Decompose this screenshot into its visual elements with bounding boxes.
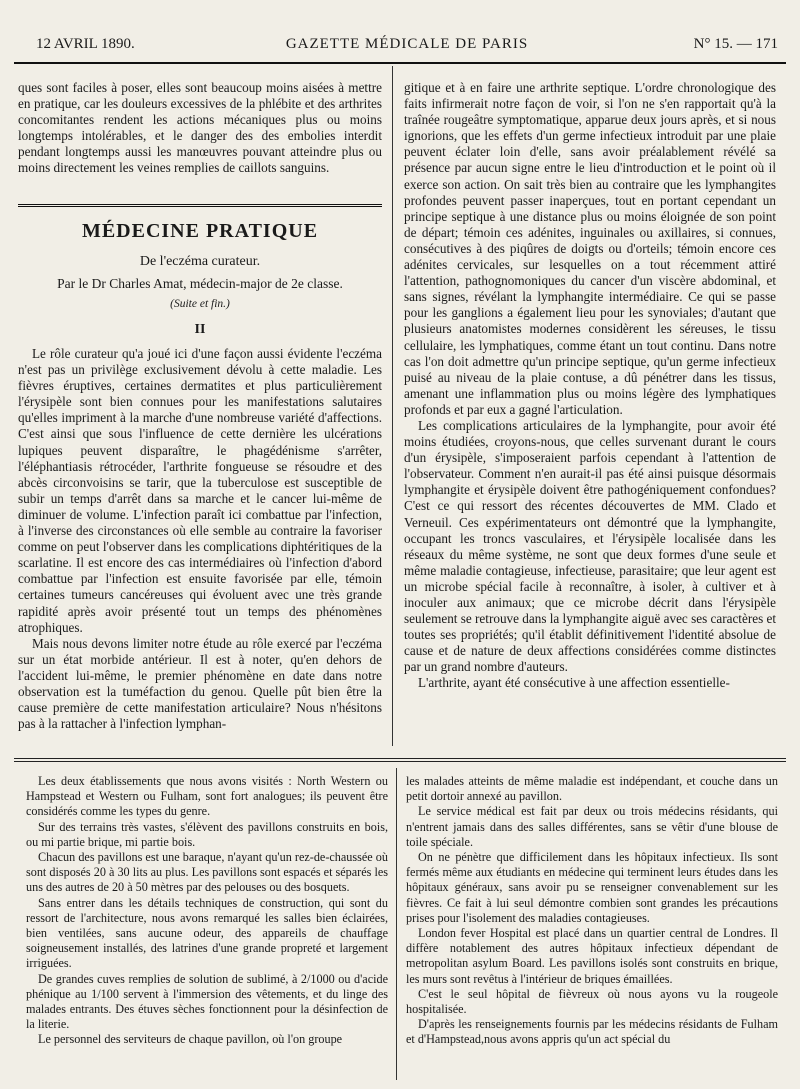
paragraph: L'arthrite, ayant été consécutive à une affection essentielle-	[418, 675, 730, 691]
paragraph: De grandes cuves remplies de solution de sublimé, à 2/1000 ou d'acide phénique au 1/100 servent à l'immersion des vêtements, et du linge des malades entrants. Des étuves sèches fonctionnent pour la désinfection de la literie.	[26, 971, 388, 1032]
paragraph: Sans entrer dans les détails techniques de construction, qui sont du ressort de l'architecture, nous avons remarqué les salles bien éclairées, bien ventilées, sans aucune odeur, des appareils de chauffage soigneusement installés, des latrines d'une grande propreté et largement irriguées.	[26, 895, 388, 971]
journal-title: GAZETTE MÉDICALE DE PARIS	[285, 36, 529, 52]
feuilleton-left-column	[26, 774, 388, 1048]
paragraph: Chacun des pavillons est une baraque, n'ayant qu'un rez-de-chaussée où sont disposés 20 à 30 lits au plus. Les pavillons sont espacés et séparés les uns des autres de 20 à 50 mètres par des pelouses ou des bosquets.	[26, 850, 388, 895]
paragraph: Mais nous devons limiter notre étude au rôle exercé par l'eczéma sur un état morbide antérieur. Il est à noter, qu'en dehors de l'accident lui-même, le premier phénomène en date dans notre observation est la tuméfaction du genou. Quelle pût bien être la cause première de cette manifestation articulaire? Nous n'hésitons pas à la rattacher à l'infection lymphan-	[18, 635, 382, 732]
column-divider	[396, 768, 397, 1080]
feuilleton-rule	[14, 758, 786, 759]
left-column-body	[18, 346, 382, 732]
paragraph: On ne pénètre que difficilement dans les hôpitaux infectieux. Ils sont fermés même aux étudiants en médecine qui terminent leurs études dans les hôpitaux généraux, sans avoir pu se renseigner convenablement sur les fièvres. Ce fait à lui seul démontre combien sont grandes les précautions prises pour l'isolement des maladies contagieuses.	[406, 850, 778, 925]
left-column-top	[18, 80, 382, 177]
paragraph: Les complications articulaires de la lymphangite, pour avoir été moins étudiées, croyons-nous, que celles survenant durant le cours d'un érysipèle, s'imposeraient parfois cependant à l'attention de l'observateur. Comment n'en aurait-il pas été ainsi puisque désormais lymphangite et érysipèle doivent être pathogéniquement confondues? C'est ce qui ressort des récentes découvertes de MM. Clado et Verneuil. Ces expérimentateurs ont démontré que la lymphangite, occupant les troncs vasculaires, et l'érysipèle localisée dans les réseaux du même système, ne sont que deux formes d'une seule et même maladie contagieuse, infectieuse, parasitaire; que leur agent est un microbe spécial facile à reconnaître, à isoler, à cultiver et à inoculer aux animaux; que ce microbe décrit dans l'érysipèle seulement se retrouve dans la lymphangite aiguë avec ses caractères et toutes ses propriétés; qu'il établit définitivement l'identité absolue de cause et de nature de deux affections considérées comme distinctes par un grand nombre d'auteurs.	[404, 417, 777, 675]
article-author: Par le Dr Charles Amat, médecin-major de 2e classe.	[57, 276, 343, 291]
paragraph: Le rôle curateur qu'a joué ici d'une façon aussi évidente l'eczéma n'est pas un privilège exclusivement dévolu à cette maladie. Les fièvres éruptives, certaines dermatites et plus particulièrement l'érysipèle sont bien connues pour les manifestations salutaires qu'elles impriment à la marche d'une nombreuse variété d'affections. C'est ainsi que sous l'influence de cette dernière les ulcérations lupiques peuvent disparaître, le phagédénisme s'arrêter, l'éléphantiasis rétrocéder, l'arthrite fongueuse se résoudre et des abcès circonvoisins se tarir, que la tuberculose est susceptible de subir un temps d'arrêt dans sa marche et le cancer lui-même de diminuer de volume. L'infection paraît ici combattue par l'infection, à l'inverse des circonstances où elle semble au contraire la favoriser comme on peut l'observer dans les complications diphtéritiques de la scarlatine. Il est encore des cas intermédiaires où l'infection d'abord combattue par l'infection est ensuite favorisée par elle, témoin certaines tumeurs cancéreuses qui évoluent avec une très grande rapidité après avoir présenté tout un temps des phénomènes atrophiques.	[18, 346, 382, 635]
paragraph: Le service médical est fait par deux ou trois médecins résidants, qui n'entrent jamais dans des salles différentes, sans se vêtir d'une blouse de toile spéciale.	[406, 804, 778, 849]
section-title: MÉDECINE PRATIQUE	[81, 220, 319, 242]
part-number: II	[194, 322, 206, 337]
column-divider	[392, 66, 393, 746]
paragraph: D'après les renseignements fournis par les médecins résidants de Fulham et d'Hampstead,nous avons appris qu'un act spécial du	[406, 1017, 778, 1047]
paragraph: Les deux établissements que nous avons visités : North Western ou Hampstead et Western ou Fulham, sont fort analogues; ils peuvent être considérés comme les types du genre.	[26, 774, 388, 819]
right-column-body	[404, 80, 776, 692]
paragraph: Le personnel des serviteurs de chaque pavillon, où l'on groupe	[38, 1032, 343, 1047]
feuilleton-right-column	[406, 774, 778, 1048]
issue-date: 12 AVRIL 1890.	[36, 36, 135, 52]
feuilleton-rule	[14, 761, 786, 762]
page-number: N° 15. — 171	[693, 36, 778, 52]
page-header	[36, 36, 778, 56]
paragraph: London fever Hospital est placé dans un quartier central de Londres. Il diffère notablement des autres hôpitaux infectieux dépendant de metropolitan asylum Board. Les pavillons isolés sont construits en brique, les murs sont revêtus à l'intérieur de briques émaillées.	[406, 926, 778, 986]
section-rule	[18, 204, 382, 207]
paragraph: gitique et à en faire une arthrite septique. L'ordre chronologique des faits infirmerait notre façon de voir, si l'on ne s'en rapportait qu'à la traînée rougeâtre symptomatique, apparue deux jours après, et si nous ignorions, que les effets d'un germe infectieux introduit par une plaie peuvent éclater loin d'elle, sans avoir préalablement révélé sa présence par aucun signe entre le lieu d'introduction et le point où il exerce son action. On sait très bien au contraire que les lymphangites profondes peuvent passer inaperçues, tout en portant cependant un principe septique à une distance plus ou moins éloignée de son point de départ; témoin ces adénites, inguinales ou axillaires, si connues, consécutives à des piqûres de doigts ou d'orteils; témoin encore ces adénites cervicales, sur lesquelles on a tout récemment attiré l'attention, pathognomoniques du cancer d'un viscère abdominal, et sans signes, révélant la lymphangite intermédiaire. Ce qui se passe pour les ganglions a également lieu pour les synoviales; d'autant que plusieurs anatomistes modernes considèrent les séreuses, le tissu cellulaire, les lymphatiques, comme étant un tout continu. Dans notre cas l'on doit admettre qu'un principe septique, qu'un germe infectieux puisé au niveau de la plaie contuse, a dû pénétrer dans les tissus, amenant une inflammation plus ou moins légère des lymphatiques profonds et par eux a gagné l'articulation.	[404, 80, 776, 417]
paragraph: les malades atteints de même maladie est indépendant, et couche dans un petit dortoir annexé au pavillon.	[406, 774, 778, 804]
header-rule	[14, 62, 786, 64]
paragraph: ques sont faciles à poser, elles sont beaucoup moins aisées à mettre en pratique, car les douleurs excessives de la phlébite et des arthrites concomitantes rendent les actions mécaniques plus ou moins longtemps intolérables, et le danger des des embolies interdit pendant longtemps aussi les manœuvres pouvant atteindre plus ou moins directement les veines remplies de caillots sanguins.	[18, 80, 382, 176]
continuation-note: (Suite et fin.)	[170, 298, 230, 310]
article-title: De l'eczéma curateur.	[139, 254, 261, 269]
paragraph: Sur des terrains très vastes, s'élèvent des pavillons construits en bois, ou mi partie brique, mi partie bois.	[26, 819, 388, 849]
paragraph: C'est le seul hôpital de fièvreux où nous ayons vu la rougeole hospitalisée.	[406, 986, 778, 1017]
